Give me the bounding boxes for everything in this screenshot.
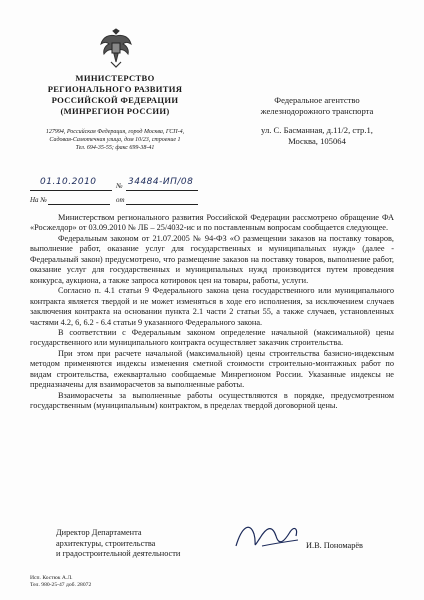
reference-line (30, 194, 210, 206)
letter-body (30, 213, 394, 412)
reference-from-label: от (116, 196, 125, 204)
reference-label: На № (30, 196, 47, 204)
ministry-line: (МИНРЕГИОН РОССИИ) (60, 106, 170, 116)
ministry-name (30, 73, 200, 117)
ministry-address (30, 128, 200, 153)
number-handwritten: 34484-ИП/08 (128, 177, 194, 187)
body-paragraph: Согласно п. 4.1 статьи 9 Федерального закона цена государственного или муниципального контракта является твердой и не может изменяться в ходе его исполнения, за исключением случаев заключения контракта на основании пункта 2.1 части 2 статьи 55, а также случаев, установленных частями 4.2, 6, 6.2 - 6.4 статьи 9 указанного Федерального закона. (30, 286, 394, 327)
registration-line (30, 177, 210, 192)
date-handwritten: 01.10.2010 (40, 177, 97, 187)
recipient-address-line: ул. С. Басманная, д.11/2, стр.1, (261, 125, 373, 135)
address-line: 127994, Российская Федерация, город Москва, ГСП-4, (45, 129, 185, 135)
position-line: Директор Департамента (56, 528, 142, 537)
address-line: Садовая-Самотечная улица, дом 10/23, строение 1 (49, 137, 181, 144)
position-line: и градостроительной деятельности (56, 549, 181, 558)
recipient-line: железнодорожного транспорта (260, 106, 374, 116)
executor-line: Тел. 980-25-47 доб. 28072 (30, 582, 92, 588)
recipient-block (232, 95, 402, 147)
body-paragraph: Министерством регионального развития Российской Федерации рассмотрено обращение ФА «Росжелдор» от 03.09.2010 № ЛБ – 25/4032-ис и по поставленным вопросам сообщается следующее. (30, 213, 394, 233)
reference-number-underline (48, 194, 110, 205)
body-paragraph: Федеральным законом от 21.07.2005 № 94-ФЗ «О размещении заказов на поставку товаров, выполнение работ, оказание услуг для государственных и муниципальных нужд» (далее - Федеральный закон) предусмотрено, что размещение заказов на поставку товаров, выполнение работ, оказание услуг для государственных и муниципальных нужд производится путем проведения конкурса, аукциона, а также запроса котировок цен на товары, работы, услуги. (30, 233, 394, 285)
body-paragraph: В соответствии с Федеральным законом определение начальной (максимальной) цены государственного или муниципального контракта осуществляет заказчик строительства. (30, 327, 394, 348)
body-paragraph: При этом при расчете начальной (максимальной) цены строительства базисно-индексным методом применяются индексы изменения сметной стоимости строительно-монтажных работ по видам строительства, ежеквартально сообщаемые Минрегионом России. Указанные индексы не предназначены для взаиморасчетов за выполненные работы. (30, 348, 394, 390)
body-paragraph: Взаиморасчеты за выполненные работы осуществляются в порядке, предусмотренном государственным (муниципальным) контрактом, в пределах твердой договорной цены. (30, 390, 394, 411)
signatory-position (56, 528, 180, 560)
number-label: № (116, 182, 123, 190)
ministry-line: РОССИЙСКОЙ ФЕДЕРАЦИИ (51, 95, 179, 105)
coat-of-arms-emblem (99, 28, 133, 68)
reference-date-underline (126, 194, 198, 205)
recipient-line: Федеральное агентство (274, 95, 360, 105)
recipient-address (232, 125, 402, 147)
position-line: архитектуры, строительства (56, 538, 156, 548)
executor-info (30, 575, 91, 589)
executor-line: Исп. Костюк А.Л. (30, 575, 73, 581)
handwritten-signature (232, 516, 302, 556)
ministry-line: РЕГИОНАЛЬНОГО РАЗВИТИЯ (47, 84, 183, 94)
address-line: Тел. 694-35-55; факс 699-38-41 (75, 145, 155, 152)
ministry-line: МИНИСТЕРСТВО (75, 73, 155, 83)
signatory-name: И.В. Пономарёв (306, 541, 363, 550)
recipient-address-line: Москва, 105064 (288, 136, 346, 146)
